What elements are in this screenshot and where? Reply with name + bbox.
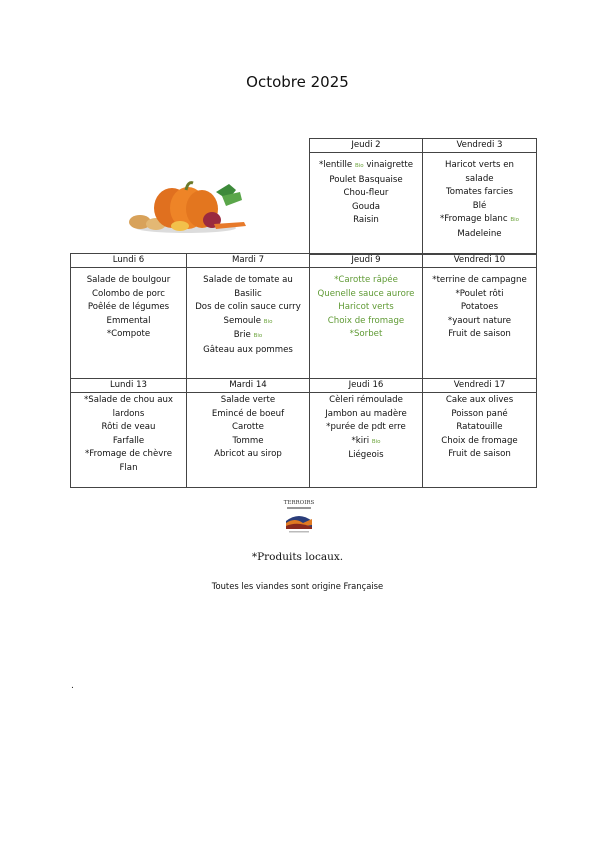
menu-item-text: *Carotte râpée bbox=[334, 275, 398, 285]
day-header: Vendredi 17 bbox=[423, 379, 537, 393]
menu-item-text: Dos de colin sauce curry bbox=[195, 302, 301, 313]
day-menu bbox=[310, 393, 423, 488]
menu-item bbox=[71, 462, 186, 476]
menu-item bbox=[310, 328, 422, 342]
menu-item-text: Quenelle sauce aurore bbox=[317, 288, 415, 299]
menu-item-text: Choix de fromage bbox=[441, 435, 518, 446]
menu-item-text: *Fromage blanc bbox=[439, 214, 508, 225]
menu-item-text: Brie bbox=[233, 330, 251, 341]
menu-item bbox=[310, 187, 422, 201]
menu-item-text: *yaourt nature bbox=[447, 315, 512, 326]
menu-item bbox=[310, 274, 422, 288]
menu-item-text: Flan bbox=[119, 462, 138, 473]
day-header: Mardi 7 bbox=[187, 254, 310, 268]
menu-item bbox=[71, 448, 186, 462]
menu-item-text: Colombo de porc bbox=[92, 288, 165, 299]
menu-item-text: lardons bbox=[112, 408, 145, 419]
week-3-table bbox=[70, 378, 537, 488]
menu-item bbox=[71, 421, 186, 435]
menu-item bbox=[71, 301, 186, 315]
menu-item-text: Fruit de saison bbox=[448, 329, 511, 340]
menu-item bbox=[71, 408, 186, 422]
menu-item bbox=[310, 301, 422, 315]
menu-item-text: Potatoes bbox=[460, 302, 499, 313]
menu-item-text: Farfalle bbox=[112, 435, 145, 446]
svg-text:TERROIRS: TERROIRS bbox=[283, 500, 315, 506]
menu-item bbox=[310, 201, 422, 215]
menu-item-text: Fruit de saison bbox=[448, 449, 511, 460]
menu-item bbox=[71, 274, 186, 288]
bio-label: Bio bbox=[354, 163, 364, 169]
bio-label: Bio bbox=[510, 217, 519, 224]
menu-item-text: Gouda bbox=[351, 201, 381, 212]
day-header: Lundi 6 bbox=[71, 254, 187, 268]
day-menu bbox=[310, 153, 423, 255]
menu-item bbox=[187, 288, 309, 302]
terroirs-logo bbox=[283, 497, 315, 535]
day-header: Vendredi 10 bbox=[423, 254, 537, 268]
menu-item bbox=[71, 315, 186, 329]
menu-item-text: Jambon au madère bbox=[325, 408, 407, 419]
day-menu bbox=[423, 393, 537, 488]
menu-item-text: Ratatouille bbox=[456, 422, 503, 433]
menu-item-text: Rôti de veau bbox=[101, 422, 156, 433]
menu-item-text: Salade de tomate au bbox=[203, 275, 293, 285]
menu-item-text: Abricot au sirop bbox=[214, 449, 282, 460]
week-1-table bbox=[309, 138, 537, 255]
bio-label: Bio bbox=[253, 333, 263, 340]
footer-mark: . bbox=[71, 681, 74, 691]
menu-item-text: *kiri bbox=[351, 435, 370, 446]
day-header: Vendredi 3 bbox=[423, 139, 537, 153]
menu-item-text: Blé bbox=[472, 200, 487, 211]
menu-item-text: Poêlée de légumes bbox=[87, 302, 170, 313]
menu-item-text: Poulet Basquaise bbox=[329, 174, 403, 185]
menu-item-text: salade bbox=[465, 173, 494, 184]
menu-item bbox=[423, 186, 536, 200]
menu-item-text: vinaigrette bbox=[363, 160, 414, 170]
menu-item-text: *lentille bbox=[318, 160, 353, 170]
day-header: Lundi 13 bbox=[71, 379, 187, 393]
menu-item-text: *Fromage de chèvre bbox=[85, 449, 172, 460]
menu-item bbox=[310, 408, 422, 422]
menu-item-text: Emmental bbox=[106, 315, 151, 326]
menu-item-text: *terrine de campagne bbox=[432, 275, 527, 285]
menu-item bbox=[310, 435, 422, 450]
menu-item bbox=[187, 421, 309, 435]
menu-item bbox=[310, 174, 422, 188]
day-header: Jeudi 9 bbox=[310, 254, 423, 268]
menu-item-text: Haricot verts bbox=[338, 302, 394, 313]
menu-item-text: Choix de fromage bbox=[327, 315, 405, 326]
menu-item-text: *purée de pdt erre bbox=[326, 422, 406, 433]
menu-item bbox=[187, 394, 309, 408]
menu-item-text: Haricot verts en bbox=[445, 160, 514, 170]
menu-item-text: *Sorbet bbox=[349, 329, 383, 340]
day-menu bbox=[423, 153, 537, 255]
menu-item bbox=[71, 288, 186, 302]
menu-item bbox=[71, 328, 186, 342]
menu-item-text: Tomme bbox=[232, 435, 264, 446]
menu-item bbox=[187, 448, 309, 462]
day-header: Mardi 14 bbox=[187, 379, 310, 393]
day-header: Jeudi 2 bbox=[310, 139, 423, 153]
menu-item bbox=[423, 274, 536, 288]
menu-item bbox=[187, 329, 309, 344]
day-menu bbox=[187, 393, 310, 488]
menu-item bbox=[310, 159, 422, 174]
menu-item-text: Chou-fleur bbox=[343, 188, 389, 199]
menu-item bbox=[423, 408, 536, 422]
bio-label: Bio bbox=[263, 318, 273, 325]
day-menu bbox=[310, 268, 423, 379]
menu-item bbox=[71, 394, 186, 408]
menu-item bbox=[423, 435, 536, 449]
menu-item-text: *Compote bbox=[106, 329, 151, 340]
menu-item bbox=[423, 173, 536, 187]
menu-item-text: Liégeois bbox=[348, 450, 384, 461]
day-menu bbox=[187, 268, 310, 379]
menu-item bbox=[423, 448, 536, 462]
menu-item bbox=[310, 214, 422, 228]
menu-item bbox=[423, 301, 536, 315]
menu-item bbox=[423, 200, 536, 214]
menu-item bbox=[310, 315, 422, 329]
menu-item-text: Emincé de boeuf bbox=[211, 408, 285, 419]
local-products-note: *Produits locaux. bbox=[251, 551, 344, 563]
menu-item-text: Raisin bbox=[353, 215, 379, 226]
menu-item-text: Tomates farcies bbox=[445, 187, 514, 198]
menu-item-text: Salade de boulgour bbox=[86, 275, 171, 285]
menu-item bbox=[423, 159, 536, 173]
menu-item-text: Cake aux olives bbox=[445, 395, 514, 405]
menu-item-text: Madeleine bbox=[457, 228, 502, 239]
day-menu bbox=[423, 268, 537, 379]
menu-item bbox=[310, 288, 422, 302]
menu-item bbox=[187, 315, 309, 330]
bio-label: Bio bbox=[371, 438, 381, 445]
menu-item-text: Gâteau aux pommes bbox=[203, 344, 293, 355]
day-menu bbox=[71, 393, 187, 488]
week-2-table bbox=[70, 253, 537, 379]
menu-item bbox=[423, 288, 536, 302]
menu-item-text: Cèleri rémoulade bbox=[329, 395, 403, 405]
menu-item bbox=[423, 394, 536, 408]
meat-origin-note: Toutes les viandes sont origine Française bbox=[211, 581, 384, 591]
menu-item bbox=[423, 328, 536, 342]
menu-item-text: Poisson pané bbox=[451, 408, 508, 419]
menu-item bbox=[187, 301, 309, 315]
menu-item bbox=[187, 274, 309, 288]
menu-item-text: Salade verte bbox=[220, 395, 276, 405]
menu-item-text: *Salade de chou aux bbox=[83, 395, 174, 405]
day-header: Jeudi 16 bbox=[310, 379, 423, 393]
menu-item bbox=[187, 344, 309, 358]
menu-item-text: *Poulet rôti bbox=[455, 288, 504, 299]
menu-item bbox=[423, 315, 536, 329]
day-menu bbox=[71, 268, 187, 379]
menu-item bbox=[310, 449, 422, 463]
menu-item bbox=[187, 435, 309, 449]
menu-item bbox=[187, 408, 309, 422]
pumpkin-illustration bbox=[126, 178, 254, 236]
menu-item bbox=[310, 394, 422, 408]
page-title: Octobre 2025 bbox=[246, 73, 349, 91]
menu-item-text: Basilic bbox=[234, 288, 262, 299]
menu-item-text: Semoule bbox=[223, 315, 262, 326]
menu-item-text: Carotte bbox=[232, 422, 264, 433]
menu-item bbox=[71, 435, 186, 449]
menu-item bbox=[423, 228, 536, 242]
menu-item bbox=[423, 213, 536, 228]
menu-item bbox=[310, 421, 422, 435]
menu-item bbox=[423, 421, 536, 435]
